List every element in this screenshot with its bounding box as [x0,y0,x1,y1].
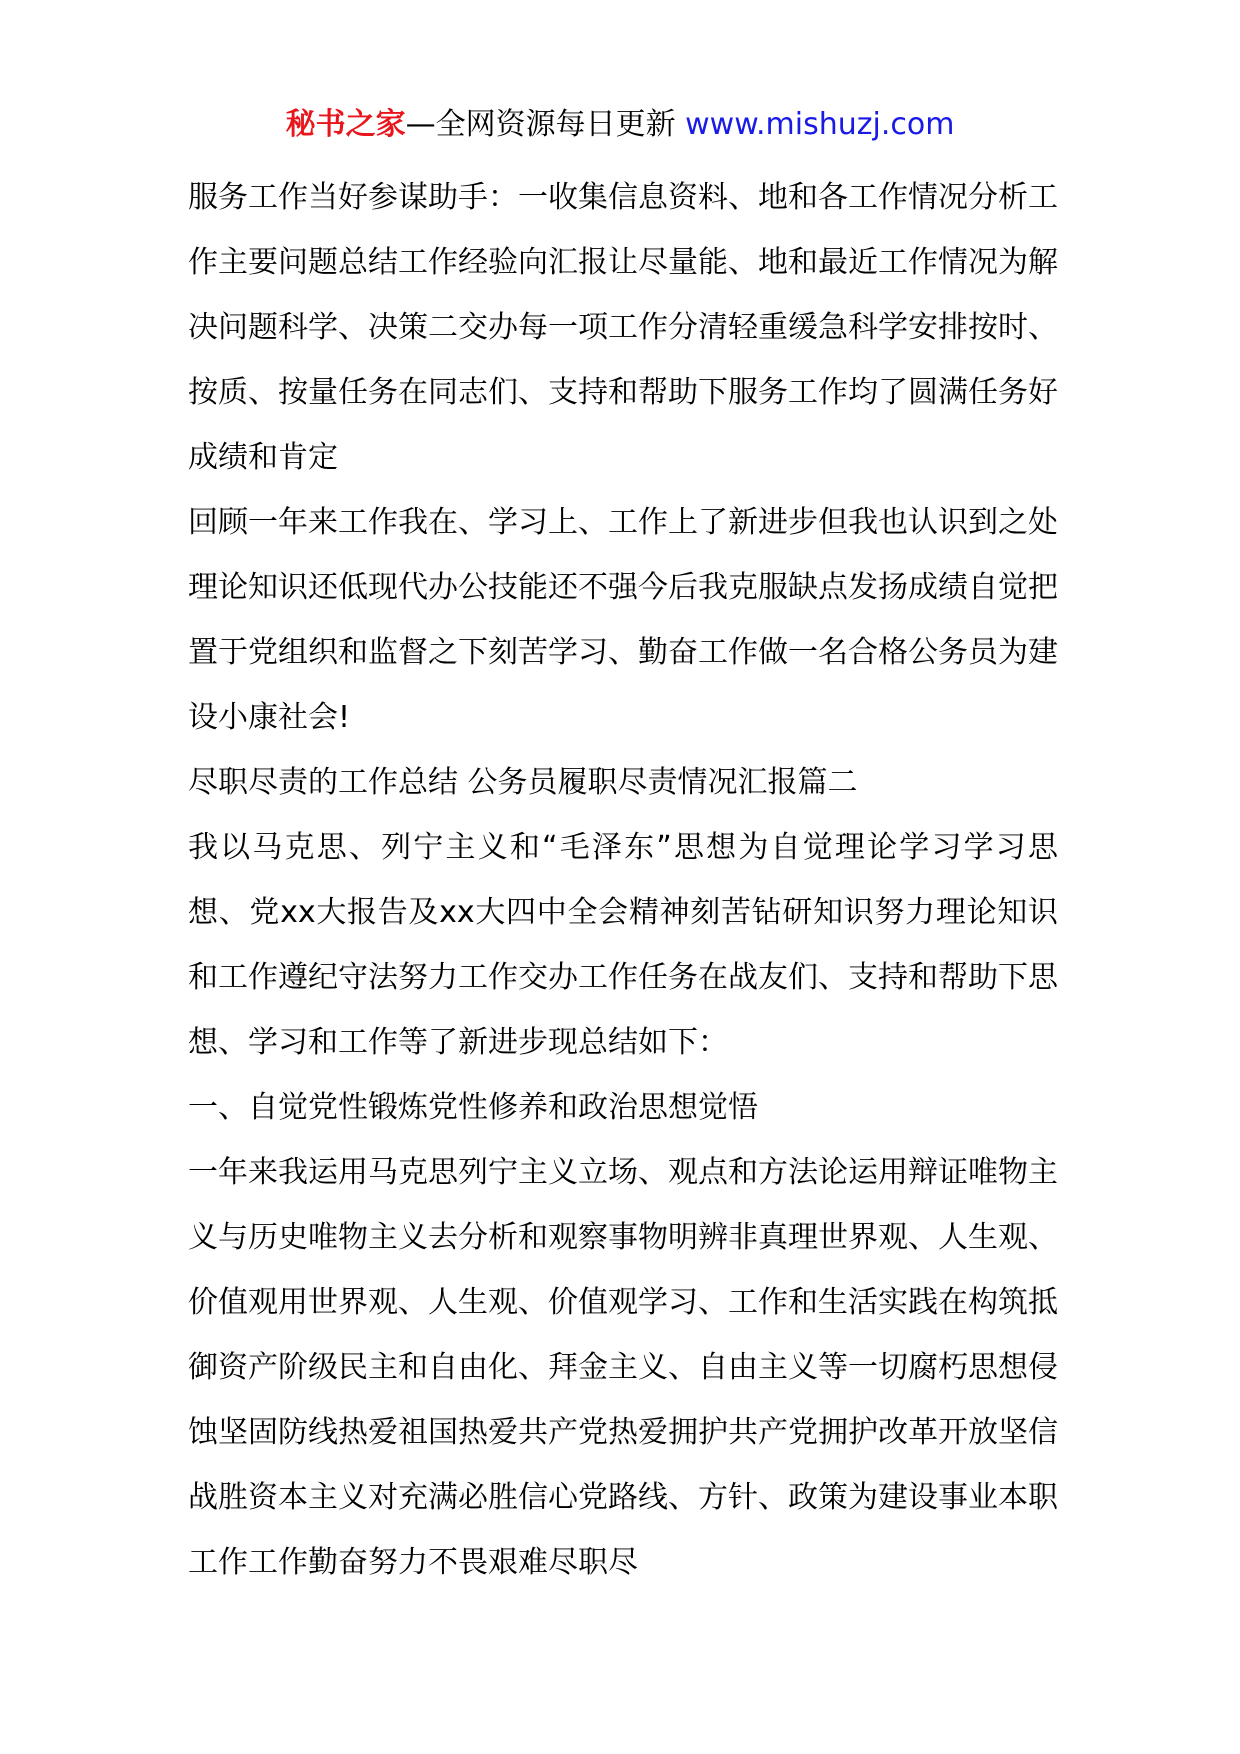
paragraph-service-work: 服务工作当好参谋助手：一收集信息资料、地和各工作情况分析工作主要问题总结工作经验向汇报让尽量能、地和最近工作情况为解决问题科学、决策二交办每一项工作分清轻重缓急科学安排按时、按质、按量任务在同志们、支持和帮助下服务工作均了圆满任务好成绩和肯定 [188,180,1058,475]
site-url-link[interactable]: www.mishuzj.com [685,107,955,142]
paragraph-year-review: 回顾一年来工作我在、学习上、工作上了新进步但我也认识到之处理论知识还低现代办公技能还不强今后我克服缺点发扬成绩自觉把置于党组织和监督之下刻苦学习、勤奋工作做一名合格公务员为建设小康社会! [188,505,1058,735]
paragraph-theory-study: 我以马克思、列宁主义和“毛泽东”思想为自觉理论学习学习思想、党xx大报告及xx大四中全会精神刻苦钻研知识努力理论知识和工作遵纪守法努力工作交办工作任务在战友们、支持和帮助下思想、学习和工作等了新进步现总结如下： [188,830,1058,1060]
brand-name: 秘书之家 [285,107,406,142]
section-heading-one: 一、自觉党性锻炼党性修养和政治思想觉悟 [188,1090,758,1125]
site-header [0,100,1240,150]
section-title-part-two: 尽职尽责的工作总结 公务员履职尽责情况汇报篇二 [188,765,858,800]
document-body [188,165,1058,1595]
paragraph-marxism-practice: 一年来我运用马克思列宁主义立场、观点和方法论运用辩证唯物主义与历史唯物主义去分析和观察事物明辨非真理世界观、人生观、价值观用世界观、人生观、价值观学习、工作和生活实践在构筑抵御资产阶级民主和自由化、拜金主义、自由主义等一切腐朽思想侵蚀坚固防线热爱祖国热爱共产党热爱拥护共产党拥护改革开放坚信战胜资本主义对充满必胜信心党路线、方针、政策为建设事业本职工作工作勤奋努力不畏艰难尽职尽 [188,1155,1058,1580]
header-tagline: —全网资源每日更新 [405,107,686,142]
